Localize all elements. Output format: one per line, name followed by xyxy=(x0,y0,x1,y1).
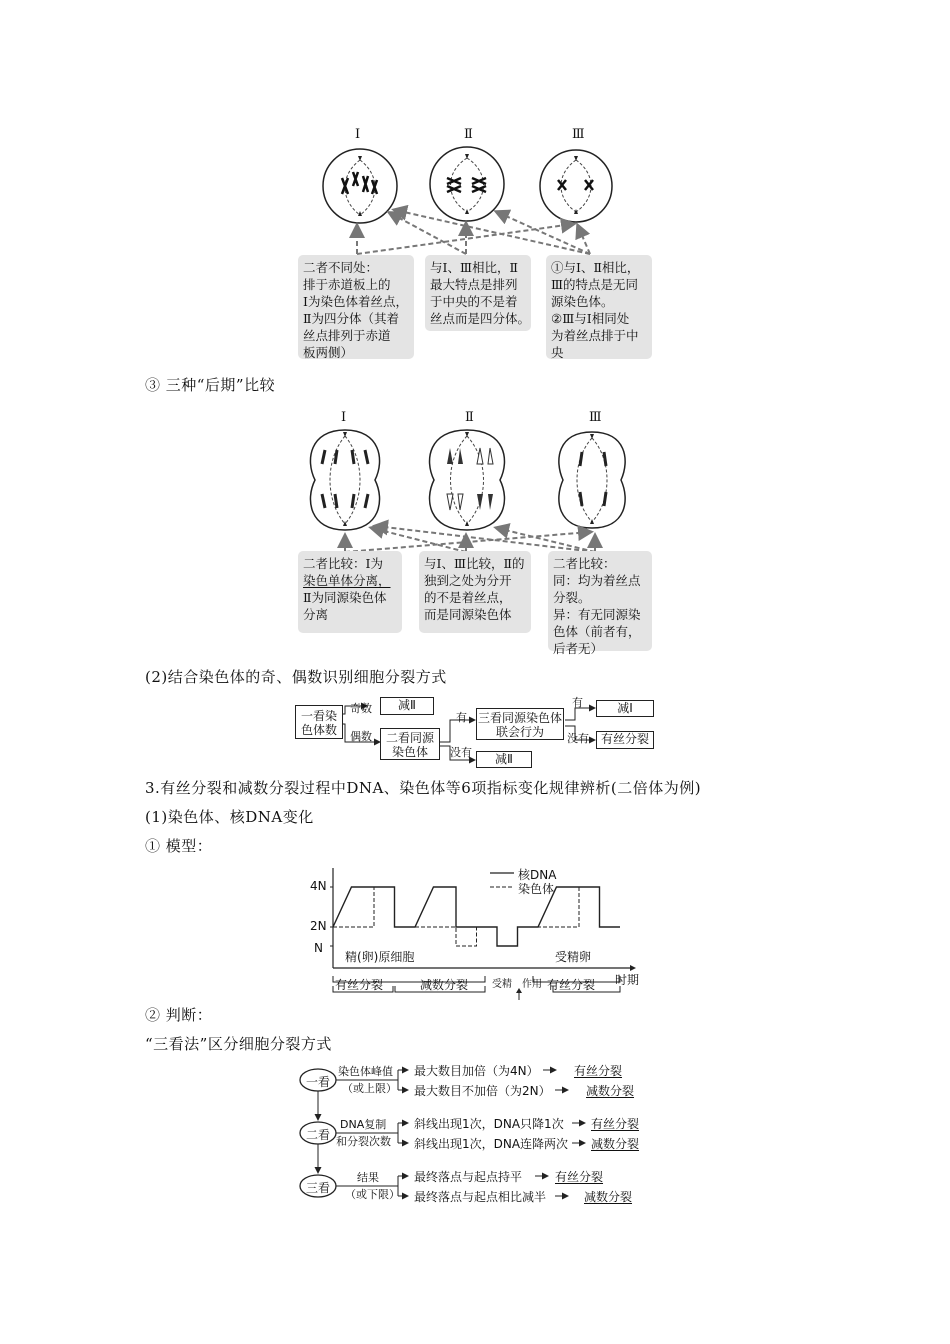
look3-rule-1: 最终落点与起点持平 xyxy=(414,1170,523,1184)
box-line: 板两侧） xyxy=(303,345,354,360)
anaphase-box-3 xyxy=(548,551,652,656)
roman-label-2: Ⅱ xyxy=(464,127,473,142)
flow1-second-look: 二看同源染色体 xyxy=(380,728,440,760)
flow1-third-look: 三看同源染色体联会行为 xyxy=(476,708,564,740)
box-line: 为着丝点排于中 xyxy=(551,328,639,343)
anaphase-box-1 xyxy=(298,551,402,633)
anaphase-cell-2 xyxy=(430,430,505,530)
flow1-none2-label: 没有 xyxy=(567,732,589,745)
judge-label: ② 判断： xyxy=(145,1006,213,1024)
box-line: ②Ⅲ与Ⅰ相同处 xyxy=(551,311,630,326)
flow1-first-look: 一看染色体数 xyxy=(295,705,343,739)
look3-cond-1: 结果 xyxy=(357,1171,379,1184)
three-look-heading: “三看法”区分细胞分裂方式 xyxy=(145,1035,332,1053)
anaphase-box-2 xyxy=(419,551,531,633)
metaphase-box-1 xyxy=(298,255,414,359)
look2-result-2: 减数分裂 xyxy=(591,1137,640,1151)
anaphase-heading: ③ 三种“后期”比较 xyxy=(145,376,276,394)
box-line: 于中央的不是着 xyxy=(430,294,518,309)
legend-dna: 核DNA xyxy=(518,868,557,882)
look2-result-1: 有丝分裂 xyxy=(591,1117,640,1131)
flow1-has2-label: 有 xyxy=(572,696,583,709)
box-line: 源染色体。 xyxy=(551,294,614,309)
anaphase-cell-3 xyxy=(559,432,625,528)
box-line: Ⅱ为同源染色体 xyxy=(303,590,387,605)
look1-cond-2: （或上限） xyxy=(342,1082,397,1095)
series-dna-line xyxy=(333,887,620,946)
look2-cond-2: 和分裂次数 xyxy=(336,1135,391,1148)
box-line: Ⅱ为四分体（其着 xyxy=(303,311,399,326)
look2-rule-2: 斜线出现1次，DNA连降两次 xyxy=(414,1137,569,1151)
look1-rule-2: 最大数目不加倍（为2N） xyxy=(414,1084,551,1098)
roman-label-1: Ⅰ xyxy=(341,410,347,425)
look3-result-1: 有丝分裂 xyxy=(555,1170,604,1184)
box-line: 独到之处为分开 xyxy=(424,573,512,588)
flow1-even-label: 偶数 xyxy=(350,730,372,743)
box-line: 丝点排列于赤道 xyxy=(303,328,391,343)
look2-bubble: 二看 xyxy=(306,1128,331,1142)
metaphase-cell-2 xyxy=(430,147,504,221)
look3-cond-2: （或下限） xyxy=(345,1188,400,1201)
look1-cond-1: 染色体峰值 xyxy=(338,1065,393,1078)
flow1-meiosis1: 减Ⅰ xyxy=(596,700,654,717)
look1-result-2: 减数分裂 xyxy=(586,1084,635,1098)
box-line: Ⅲ的特点是无同 xyxy=(551,277,639,292)
phase-label-5: 有丝分裂 xyxy=(547,978,596,992)
y-tick-4n: 4N xyxy=(310,879,327,893)
look1-rule-1: 最大数目加倍（为4N） xyxy=(414,1064,539,1078)
anaphase-cells-svg xyxy=(0,420,950,560)
box-line: 二者比较：Ⅰ为 xyxy=(303,556,383,571)
model-label: ① 模型： xyxy=(145,837,213,855)
look3-bubble: 三看 xyxy=(306,1181,331,1195)
box-line: 分裂。 xyxy=(553,590,591,605)
box-line: 排于赤道板上的 xyxy=(303,277,391,292)
roman-label-3: Ⅲ xyxy=(589,410,602,425)
flow1-has-label: 有 xyxy=(456,711,467,724)
flow1-meiosis2-a: 减Ⅱ xyxy=(380,697,434,715)
box-line: 丝点而是四分体。 xyxy=(430,311,531,326)
x-axis-label: 时期 xyxy=(615,973,640,987)
look1-result-1: 有丝分裂 xyxy=(574,1064,623,1078)
box-line: 后者无） xyxy=(553,641,604,656)
box-line: 染色单体分离， xyxy=(303,573,391,588)
flow1-odd-label: 奇数 xyxy=(350,702,372,715)
metaphase-cell-3 xyxy=(540,150,612,222)
box-line: 最大特点是排列 xyxy=(430,277,518,292)
anaphase-cell-1 xyxy=(310,430,379,530)
flow1-mitosis: 有丝分裂 xyxy=(596,731,654,749)
flow1-meiosis2-b: 减Ⅱ xyxy=(476,751,532,768)
region-label-1: 精(卵)原细胞 xyxy=(345,950,415,964)
box-line: 二者不同处： xyxy=(303,260,379,275)
metaphase-cell-1 xyxy=(323,149,397,223)
box-line: 与Ⅰ、Ⅲ相比，Ⅱ xyxy=(430,260,518,275)
box-line: 的不是着丝点， xyxy=(424,590,512,605)
box-line: 与Ⅰ、Ⅲ比较，Ⅱ的 xyxy=(424,556,525,571)
section3-1-heading: (1)染色体、核DNA变化 xyxy=(145,808,314,826)
box-line: 而是同源染色体 xyxy=(424,607,512,622)
box-line: 同：均为着丝点 xyxy=(553,573,641,588)
box-line: 分离 xyxy=(303,607,329,622)
box-line: ①与Ⅰ、Ⅱ相比， xyxy=(551,260,640,275)
phase-label-4: 作用 xyxy=(522,979,542,990)
series-chromosome-line xyxy=(333,887,620,946)
look1-bubble: 一看 xyxy=(306,1075,331,1089)
roman-label-3: Ⅲ xyxy=(572,127,585,142)
roman-label-1: Ⅰ xyxy=(355,127,361,142)
y-tick-n: N xyxy=(314,941,323,955)
look2-cond-1: DNA复制 xyxy=(340,1118,387,1131)
flow1-none-label: 没有 xyxy=(450,746,472,759)
look3-rule-2: 最终落点与起点相比减半 xyxy=(414,1190,547,1204)
phase-label-1: 有丝分裂 xyxy=(335,978,384,992)
metaphase-cells-svg xyxy=(0,0,950,260)
region-label-2: 受精卵 xyxy=(555,950,592,964)
metaphase-box-2 xyxy=(425,255,531,331)
box-line: 央 xyxy=(551,345,564,360)
section2-heading: (2)结合染色体的奇、偶数识别细胞分裂方式 xyxy=(145,668,447,686)
look2-rule-1: 斜线出现1次，DNA只降1次 xyxy=(414,1117,564,1131)
y-tick-2n: 2N xyxy=(310,919,327,933)
phase-label-3: 受精 xyxy=(492,979,512,990)
metaphase-box-3 xyxy=(546,255,652,359)
box-line: 二者比较： xyxy=(553,556,616,571)
look3-result-2: 减数分裂 xyxy=(584,1190,633,1204)
legend-chromosome: 染色体 xyxy=(518,882,555,896)
box-line: Ⅰ为染色体着丝点， xyxy=(303,294,408,309)
box-line: 色体（前者有， xyxy=(553,624,641,639)
roman-label-2: Ⅱ xyxy=(465,410,474,425)
section3-heading: 3.有丝分裂和减数分裂过程中DNA、染色体等6项指标变化规律辨析(二倍体为例) xyxy=(145,779,702,797)
phase-label-2: 减数分裂 xyxy=(420,978,469,992)
box-line: 异：有无同源染 xyxy=(553,607,641,622)
